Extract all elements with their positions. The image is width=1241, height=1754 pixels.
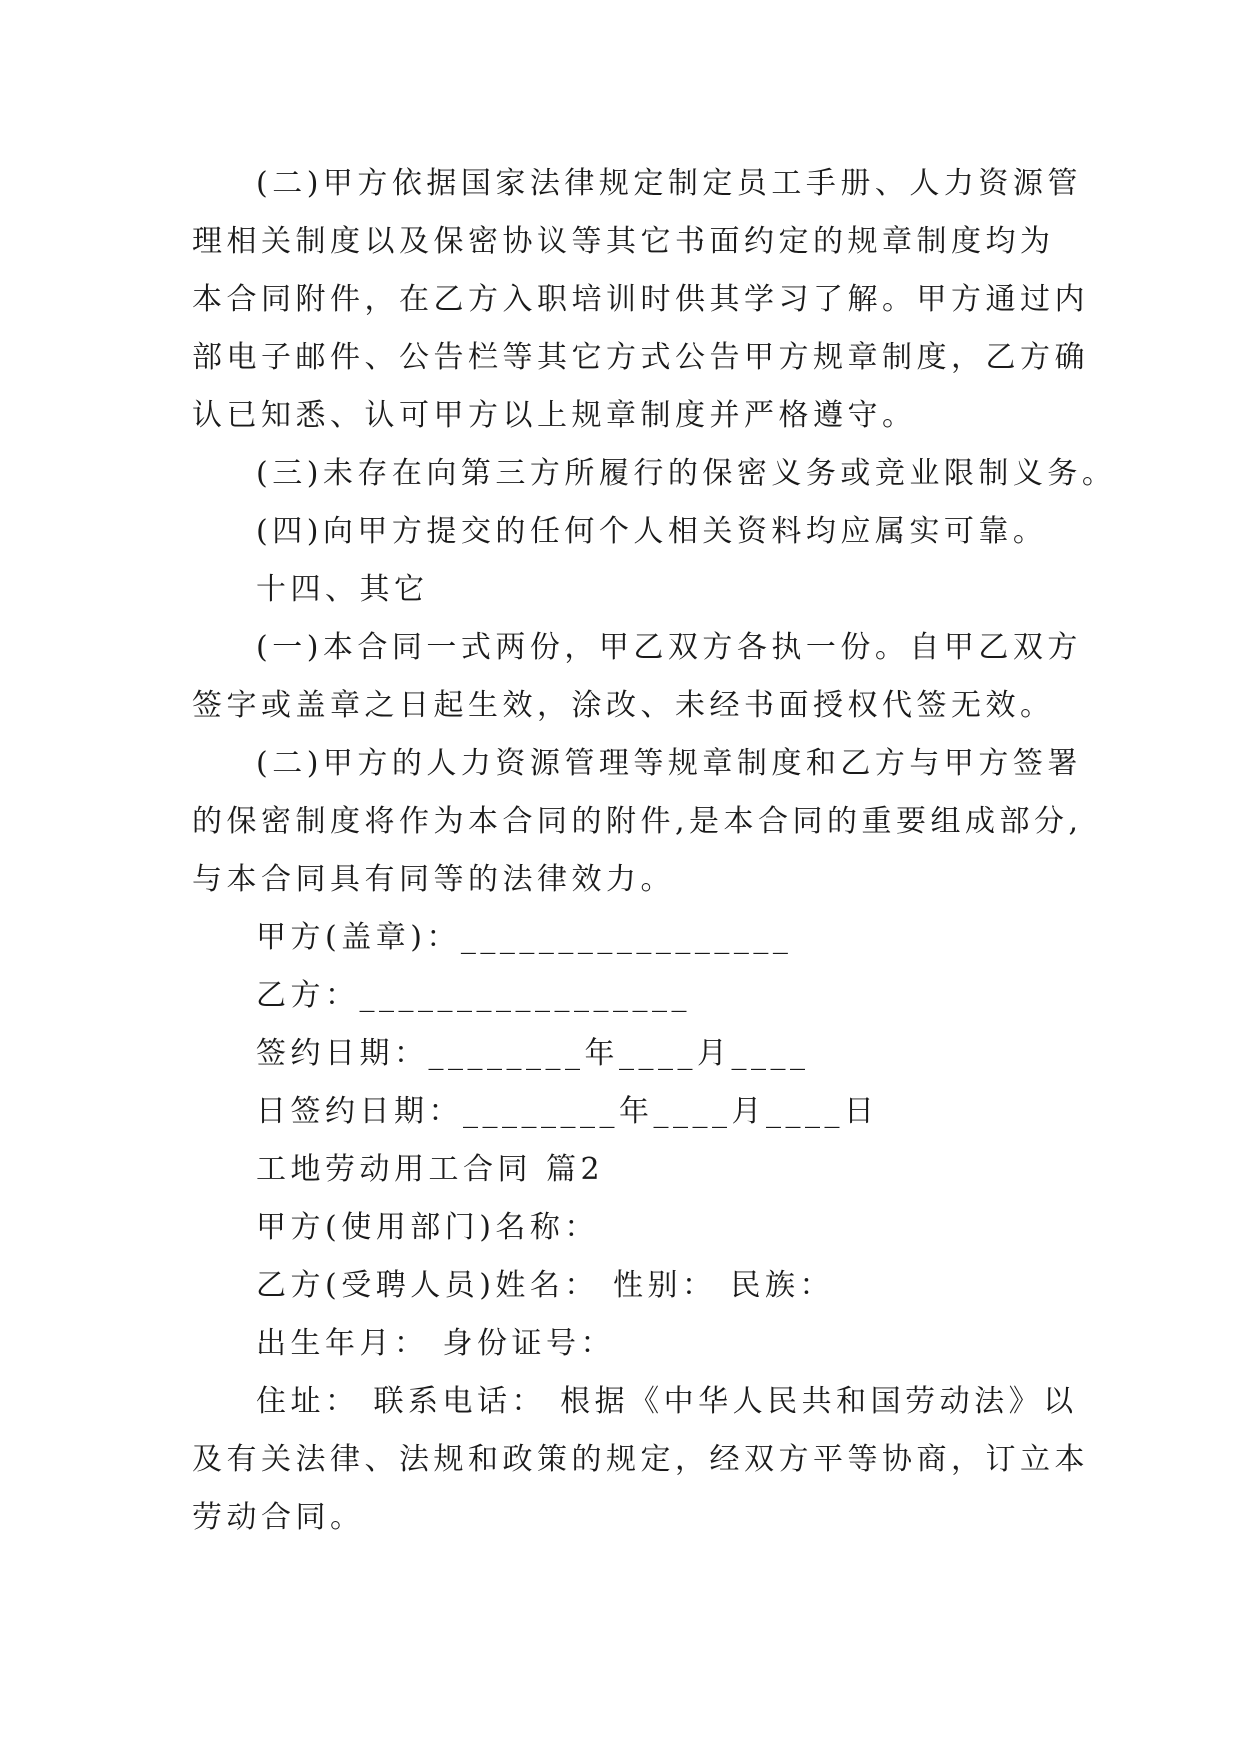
clause-1-line-2: 签字或盖章之日起生效，涂改、未经书面授权代签无效。 [192,688,1055,723]
clause-2-line-3: 与本合同具有同等的法律效力。 [192,862,675,897]
party-b-field: 乙方：_________________ [256,978,691,1013]
clause-2-line-2: 的保密制度将作为本合同的附件,是本合同的重要组成部分, [192,804,1083,839]
signing-date-field-2: 日签约日期：________年____月____日 [256,1094,879,1129]
contract-title-part-2: 工地劳动用工合同 篇2 [256,1152,605,1187]
paragraph-2-line-1: (二)甲方依据国家法律规定制定员工手册、人力资源管 [256,166,1082,201]
section-heading-14: 十四、其它 [256,572,429,607]
signing-date-field: 签约日期：________年____月____ [256,1036,810,1071]
party-a-seal-field: 甲方(盖章)：_________________ [256,920,793,955]
birth-id-field: 出生年月： 身份证号： [256,1326,616,1361]
paragraph-2-line-5: 认已知悉、认可甲方以上规章制度并严格遵守。 [192,398,917,433]
address-phone-line-2: 及有关法律、法规和政策的规定，经双方平等协商，订立本 [192,1442,1089,1477]
paragraph-3: (三)未存在向第三方所履行的保密义务或竞业限制义务。 [256,456,1117,491]
clause-1-line-1: (一)本合同一式两份，甲乙双方各执一份。自甲乙双方 [256,630,1082,665]
party-b-info-field: 乙方(受聘人员)姓名： 性别： 民族： [256,1268,834,1303]
paragraph-2-line-3: 本合同附件，在乙方入职培训时供其学习了解。甲方通过内 [192,282,1089,317]
paragraph-4: (四)向甲方提交的任何个人相关资料均应属实可靠。 [256,514,1048,549]
paragraph-2-line-2: 理相关制度以及保密协议等其它书面约定的规章制度均为 [192,224,1055,259]
party-a-name-field: 甲方(使用部门)名称： [256,1210,599,1245]
address-phone-line-1: 住址： 联系电话： 根据《中华人民共和国劳动法》以 [256,1384,1078,1419]
address-phone-line-3: 劳动合同。 [192,1500,365,1535]
paragraph-2-line-4: 部电子邮件、公告栏等其它方式公告甲方规章制度，乙方确 [192,340,1089,375]
clause-2-line-1: (二)甲方的人力资源管理等规章制度和乙方与甲方签署 [256,746,1082,781]
